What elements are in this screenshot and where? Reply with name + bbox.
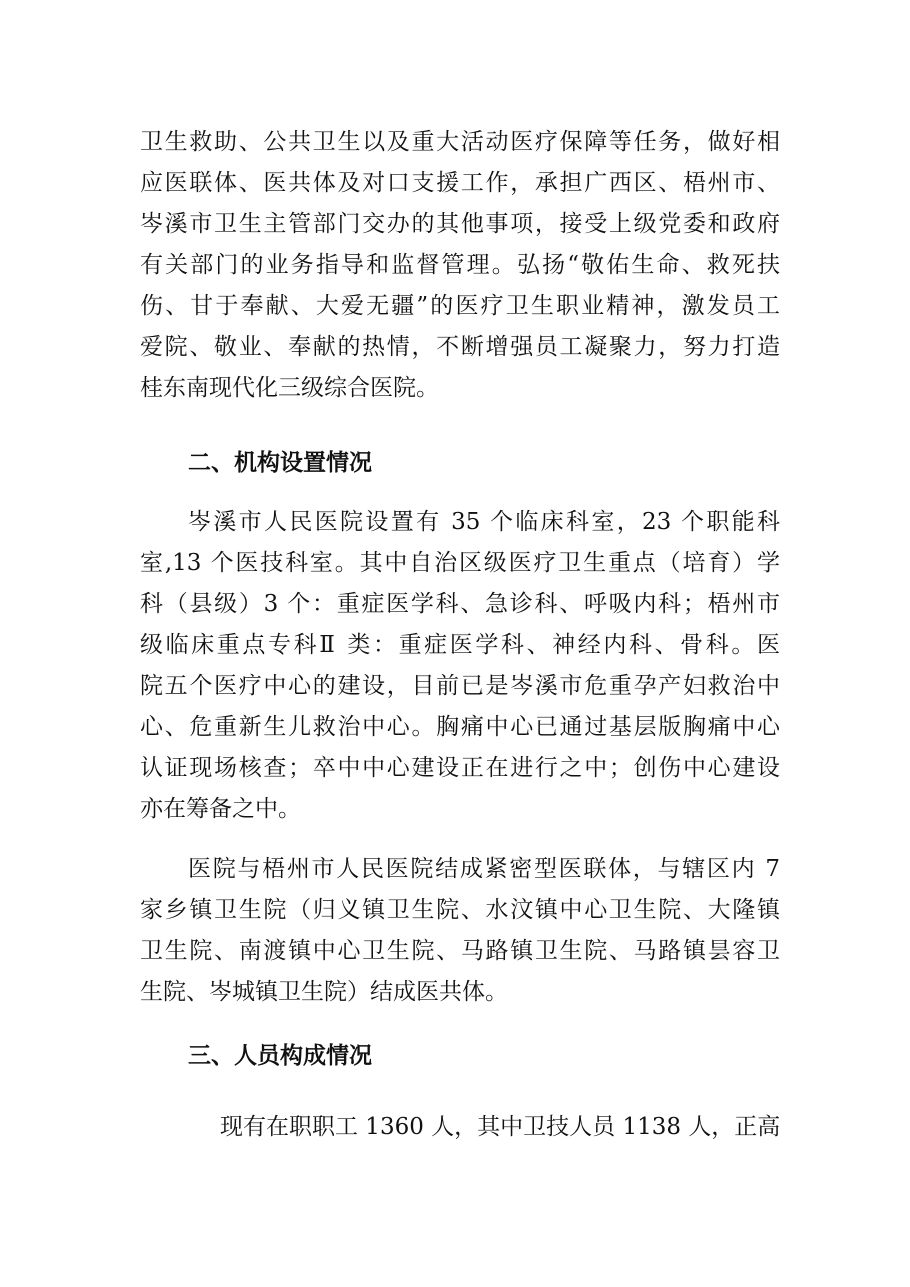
paragraph-line: 院五个医疗中心的建设，目前已是岑溪市危重孕产妇救治中 bbox=[140, 673, 780, 699]
paragraph-line: 现有在职职工 1360 人，其中卫技人员 1138 人，正高 bbox=[220, 1114, 781, 1140]
paragraph-line: 桂东南现代化三级综合医院。 bbox=[140, 375, 439, 401]
paragraph-line: 卫生救助、公共卫生以及重大活动医疗保障等任务，做好相 bbox=[140, 129, 780, 155]
paragraph-line: 有关部门的业务指导和监督管理。弘扬“敬佑生命、救死扶 bbox=[140, 252, 780, 278]
paragraph-line: 伤、甘于奉献、大爱无疆”的医疗卫生职业精神，激发员工 bbox=[140, 293, 780, 319]
paragraph-line: 岑溪市人民医院设置有 35 个临床科室，23 个职能科 bbox=[188, 509, 780, 535]
paragraph-line: 室,13 个医技科室。其中自治区级医疗卫生重点（培育）学 bbox=[140, 550, 780, 576]
paragraph-line: 认证现场核查；卒中中心建设正在进行之中；创伤中心建设 bbox=[140, 755, 780, 781]
paragraph-line: 科（县级）3 个：重症医学科、急诊科、呼吸内科；梧州市 bbox=[140, 591, 780, 617]
paragraph-line: 心、危重新生儿救治中心。胸痛中心已通过基层版胸痛中心 bbox=[140, 714, 780, 740]
section-heading: 三、人员构成情况 bbox=[188, 1043, 372, 1069]
paragraph-line: 生院、岑城镇卫生院）结成医共体。 bbox=[140, 979, 508, 1005]
paragraph-line: 爱院、敬业、奉献的热情，不断增强员工凝聚力，努力打造 bbox=[140, 334, 780, 360]
section-heading: 二、机构设置情况 bbox=[188, 450, 372, 476]
paragraph-line: 应医联体、医共体及对口支援工作，承担广西区、梧州市、 bbox=[140, 170, 780, 196]
paragraph-line: 亦在筹备之中。 bbox=[140, 796, 301, 822]
paragraph-line: 岑溪市卫生主管部门交办的其他事项，接受上级党委和政府 bbox=[140, 211, 780, 237]
paragraph-line: 家乡镇卫生院（归义镇卫生院、水汶镇中心卫生院、大隆镇 bbox=[140, 897, 780, 923]
paragraph-line: 卫生院、南渡镇中心卫生院、马路镇卫生院、马路镇昙容卫 bbox=[140, 938, 780, 964]
paragraph-line: 医院与梧州市人民医院结成紧密型医联体，与辖区内 7 bbox=[188, 856, 780, 882]
paragraph-line: 级临床重点专科Ⅱ 类：重症医学科、神经内科、骨科。医 bbox=[140, 632, 780, 658]
